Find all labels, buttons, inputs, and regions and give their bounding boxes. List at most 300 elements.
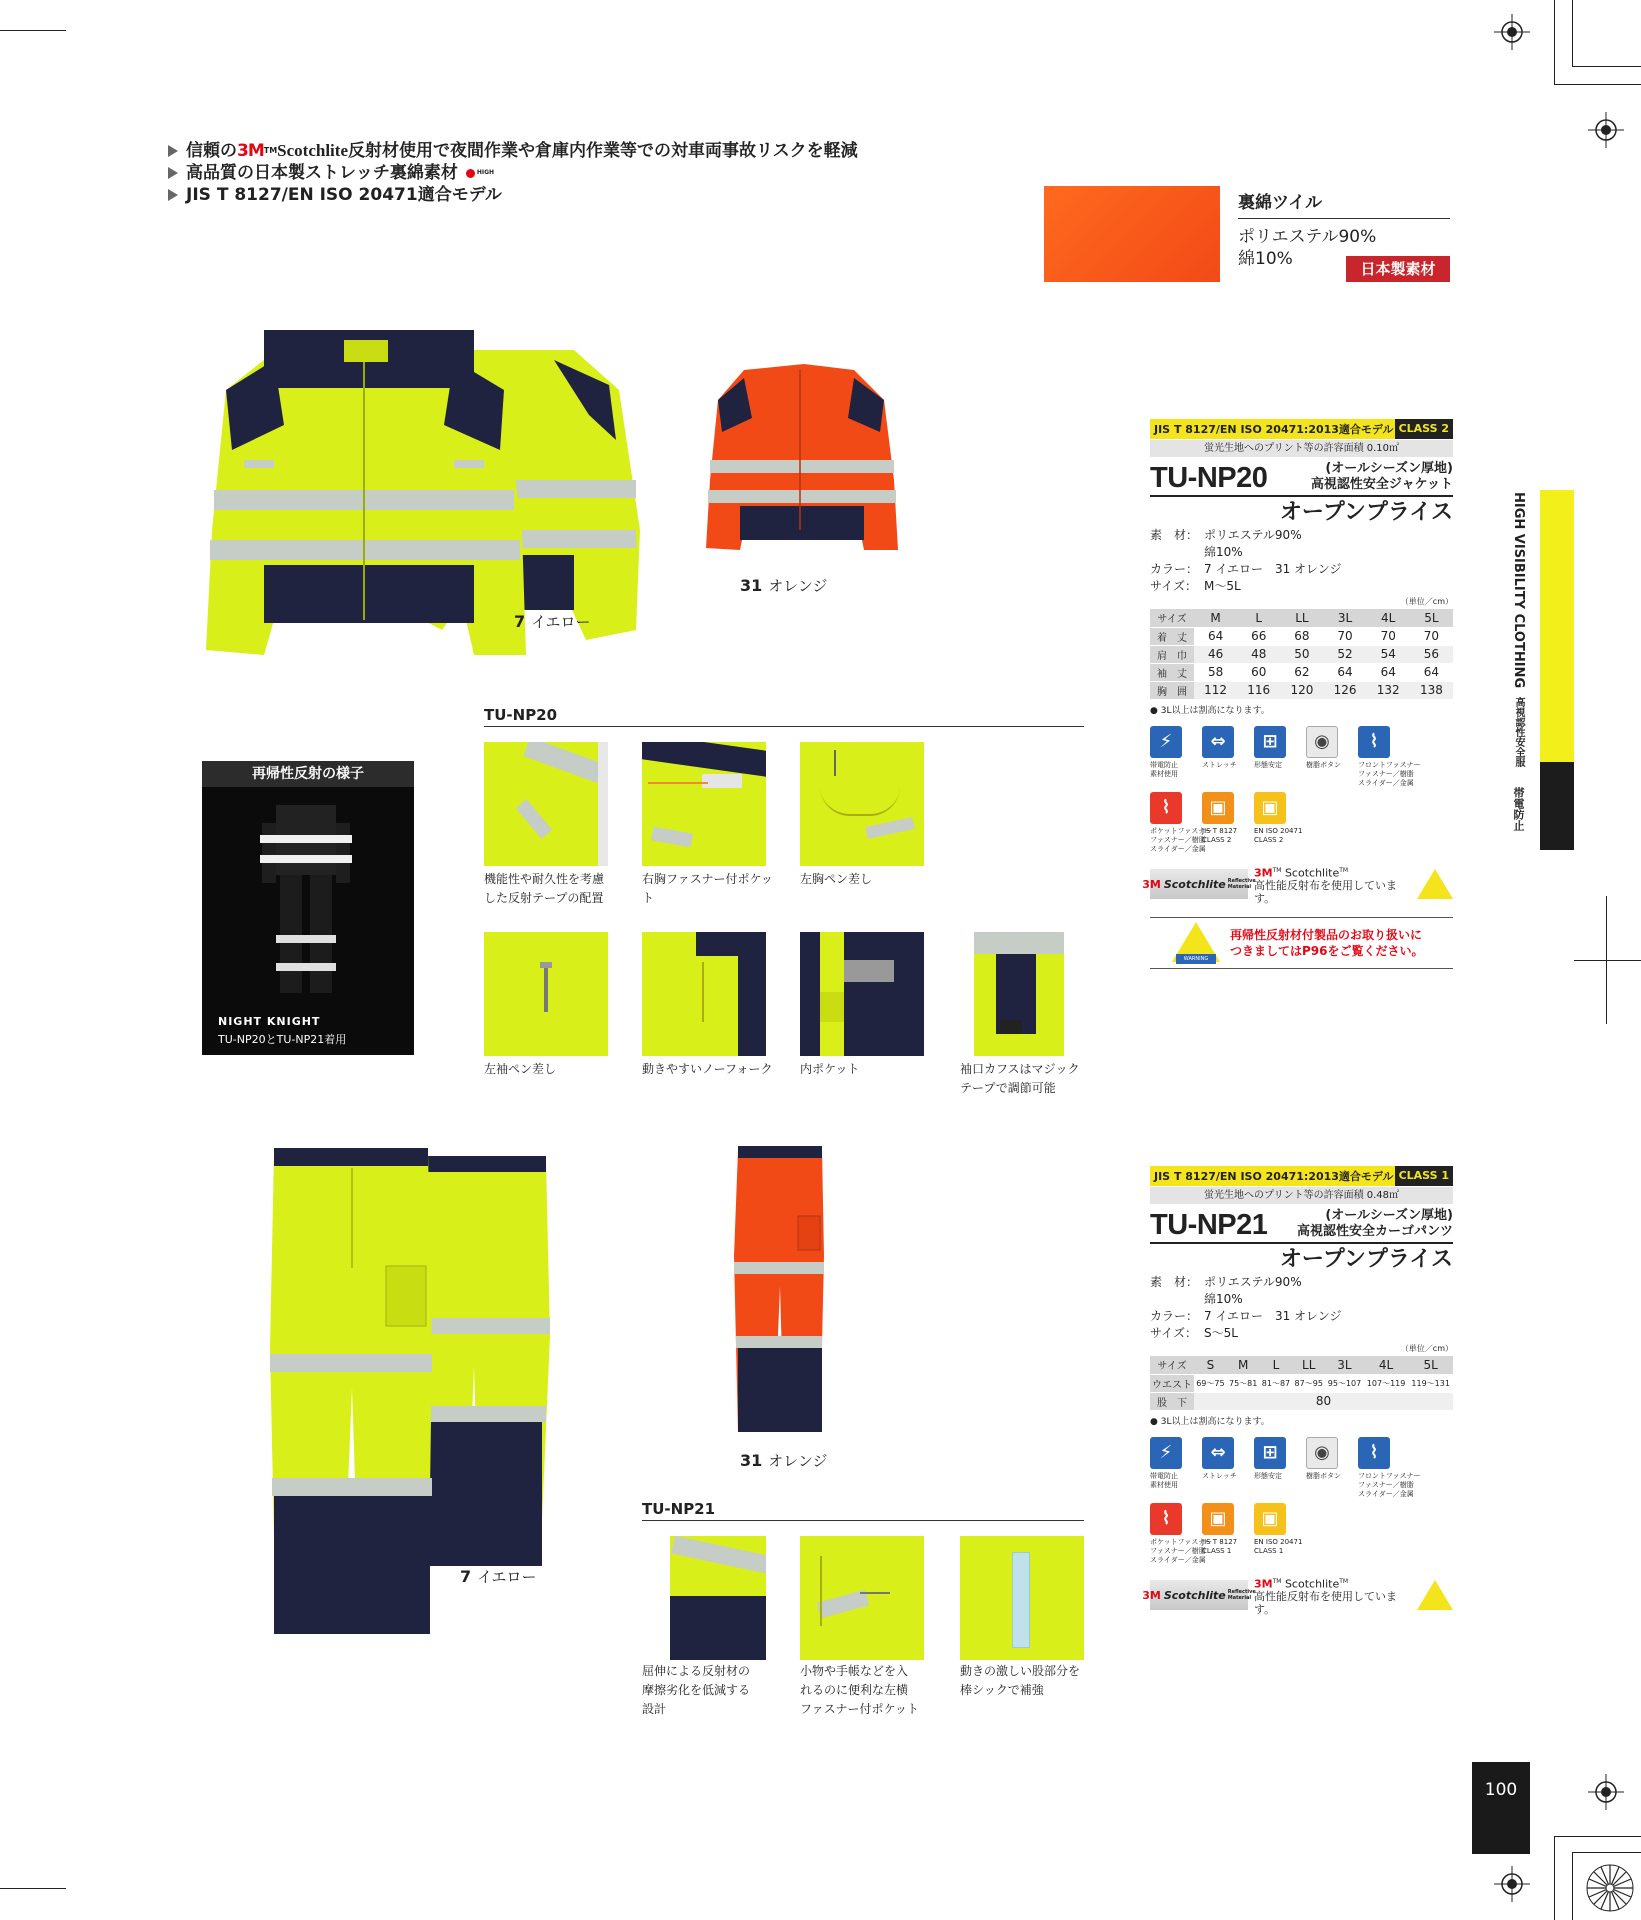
color-code: 7 — [460, 1567, 472, 1586]
table-cell: 119〜131 — [1408, 1374, 1453, 1392]
table-cell: 70 — [1323, 627, 1366, 645]
attr-value: 7 イエロー 31 オレンジ — [1204, 562, 1342, 576]
triangle-bullet-icon — [168, 167, 178, 179]
table-cell: 87〜95 — [1292, 1374, 1325, 1392]
detail-thumb-cuff — [960, 932, 1084, 1056]
icon-label: ストレッチ — [1202, 1471, 1237, 1480]
icon-label: 帯電防止 — [1150, 760, 1178, 769]
warning-icon — [1417, 869, 1453, 899]
scotchlite-note — [1254, 864, 1409, 906]
front-zipper-icon: ⌇ — [1358, 726, 1390, 758]
table-cell: 64 — [1367, 663, 1410, 681]
color-name: イエロー — [477, 1568, 537, 1586]
table-cell: M — [1194, 609, 1237, 627]
surcharge-note: ● 3L以上は割高になります。 — [1150, 1416, 1270, 1427]
table-cell: 56 — [1410, 645, 1453, 663]
table-cell: 80 — [1194, 1392, 1453, 1410]
detail-caption-line: 小物や手帳などを入 — [800, 1664, 909, 1678]
scotchlite-note-line: 高性能反射布を使用しています。 — [1254, 1590, 1397, 1617]
warning-icon — [1417, 1580, 1453, 1610]
detail-caption — [800, 1060, 940, 1079]
trademark-mark: TM — [1272, 866, 1282, 874]
attr-value: 綿10% — [1204, 545, 1243, 559]
spec-panel-tu-np21 — [1142, 1166, 1453, 1617]
table-cell: 4L — [1364, 1356, 1409, 1374]
trademark-mark: TM — [263, 146, 278, 155]
icon-label: ポケットファスナー — [1150, 826, 1213, 835]
antistatic-icon: ⚡ — [1150, 1437, 1182, 1469]
front-zipper-icon: ⌇ — [1358, 1437, 1390, 1469]
fabric-comp-cotton: 綿10% — [1238, 249, 1293, 269]
detail-thumb-crotch-gusset — [960, 1536, 1084, 1660]
brand-3m: 3M — [237, 141, 264, 161]
feature-icon — [1254, 726, 1304, 788]
feature-icon — [1150, 1437, 1200, 1499]
registration-mark-icon — [1494, 1866, 1530, 1902]
trademark-mark: TM — [1272, 1577, 1282, 1585]
table-row — [1150, 609, 1453, 627]
vest-jis-icon: ▣ — [1202, 792, 1234, 824]
bullet-text: JIS T 8127/EN ISO 20471適合モデル — [186, 185, 502, 205]
model-desc-line: 高視認性安全カーゴパンツ — [1296, 1224, 1453, 1239]
high-spec-dot-icon — [466, 169, 475, 178]
antistatic-icon: ⚡ — [1150, 726, 1182, 758]
shape-stable-icon: ⊞ — [1254, 726, 1286, 758]
vest-jis-icon: ▣ — [1202, 1503, 1234, 1535]
triangle-bullet-icon — [168, 189, 178, 201]
table-cell: サイズ — [1150, 1356, 1194, 1374]
table-cell: 58 — [1194, 663, 1237, 681]
color-code: 31 — [740, 576, 763, 595]
table-cell: LL — [1280, 609, 1323, 627]
surcharge-note: ● 3L以上は割高になります。 — [1150, 705, 1270, 716]
color-wheel-icon — [1586, 1864, 1634, 1912]
detail-thumb-side-pocket — [800, 1536, 924, 1660]
detail-caption-line: した反射テープの配置 — [484, 891, 604, 905]
detail-caption-line: 右胸ファスナー付ポケット — [642, 872, 773, 905]
table-cell: LL — [1292, 1356, 1325, 1374]
jacket-orange-label — [740, 575, 828, 596]
jacket-yellow-label — [514, 611, 591, 632]
icon-label: ファスナー／樹脂 — [1150, 835, 1206, 844]
detail-caption — [642, 1662, 782, 1719]
detail-thumb-pen-slot — [800, 742, 924, 866]
scotchlite-note — [1254, 1575, 1409, 1617]
bullet-text: 反射材使用で夜間作業や倉庫内作業等での対車両事故リスクを軽減 — [348, 141, 858, 161]
feature-icon — [1202, 726, 1252, 788]
feature-icons — [1150, 726, 1453, 858]
icon-label: ストレッチ — [1202, 760, 1237, 769]
table-cell: L — [1237, 609, 1280, 627]
crop-mark — [1572, 1852, 1641, 1853]
table-cell: 75〜81 — [1227, 1374, 1260, 1392]
table-cell: 3L — [1325, 1356, 1364, 1374]
icon-label: CLASS 2 — [1202, 835, 1232, 844]
vest-en-icon: ▣ — [1254, 1503, 1286, 1535]
icon-label: JIS T 8127 — [1202, 1537, 1238, 1546]
detail-caption-line: 左胸ペン差し — [800, 872, 873, 886]
color-code: 31 — [740, 1451, 763, 1470]
size-table — [1150, 1356, 1453, 1411]
table-cell: 64 — [1194, 627, 1237, 645]
table-cell: 62 — [1280, 663, 1323, 681]
crop-mark — [1574, 960, 1641, 961]
feature-icon — [1358, 1437, 1421, 1499]
scotchlite-row — [1142, 1575, 1453, 1617]
feature-icon — [1358, 726, 1421, 788]
color-name: オレンジ — [768, 577, 828, 595]
cert-bar — [1150, 419, 1453, 439]
detail-caption — [484, 870, 624, 908]
icon-label: 帯電防止 — [1150, 1471, 1178, 1480]
divider — [1238, 218, 1450, 219]
model-desc-line: 高視認性安全ジャケット — [1310, 477, 1453, 492]
feature-icon — [1254, 1437, 1304, 1499]
attr-value: S〜5L — [1204, 1326, 1238, 1340]
registration-mark-icon — [1588, 1774, 1624, 1810]
bullet-text: 信頼の — [186, 141, 237, 161]
table-cell: 袖 丈 — [1150, 663, 1194, 681]
model-desc-line: (オールシーズン厚地) — [1325, 1208, 1453, 1223]
table-cell: 64 — [1323, 663, 1366, 681]
feature-icon — [1150, 1503, 1213, 1565]
model-desc-line: (オールシーズン厚地) — [1325, 461, 1453, 476]
icon-label: CLASS 1 — [1254, 1546, 1284, 1555]
table-cell: 50 — [1280, 645, 1323, 663]
warning-text — [1230, 927, 1424, 959]
scotchlite-subtitle: Reflective Material — [1227, 1589, 1256, 1602]
scotchlite-wordmark: Scotchlite — [1163, 877, 1226, 891]
icon-label: 形態安定 — [1254, 1471, 1282, 1480]
attr-key: カラー： — [1150, 562, 1199, 576]
detail-thumb-inner-pocket — [800, 932, 924, 1056]
model-number: TU-NP20 — [1150, 462, 1268, 494]
icon-label: ファスナー／樹脂 — [1358, 1480, 1414, 1489]
brand-3m: 3M — [1142, 1588, 1161, 1602]
table-cell: ウエスト — [1150, 1374, 1194, 1392]
table-cell: 胸 囲 — [1150, 681, 1194, 699]
detail-thumb-reflective-tape — [484, 742, 608, 866]
night-figure-image — [256, 805, 356, 995]
brand-3m: 3M — [1254, 866, 1273, 880]
warning-line: つきましてはP96をご覧ください。 — [1230, 944, 1424, 959]
table-cell: 54 — [1367, 645, 1410, 663]
crop-mark — [1572, 0, 1573, 66]
detail-caption-line: 機能性や耐久性を考慮 — [484, 872, 605, 886]
scotchlite-subtitle: Reflective Material — [1227, 878, 1256, 891]
icon-label: スライダー／金属 — [1358, 778, 1414, 787]
feature-bullet — [168, 140, 858, 162]
color-name: イエロー — [531, 613, 591, 631]
color-code: 7 — [514, 612, 526, 631]
section-tab-jp: 高視認性安全服 — [1513, 696, 1524, 767]
detail-caption — [642, 1060, 782, 1079]
warning-icon — [1172, 922, 1220, 964]
icon-label: フロントファスナー — [1358, 1471, 1421, 1480]
detail-thumb-knee-reflector — [642, 1536, 766, 1660]
attr-key: サイズ： — [1150, 1326, 1198, 1340]
table-cell: L — [1260, 1356, 1293, 1374]
attr-value: 綿10% — [1204, 1292, 1243, 1306]
unit-note: （単位／cm） — [1400, 597, 1453, 606]
section-tab-black — [1540, 762, 1574, 850]
registration-mark-icon — [1588, 112, 1624, 148]
icon-label: 素材使用 — [1150, 769, 1178, 778]
pants-orange-image — [734, 1146, 828, 1436]
table-row — [1150, 1374, 1453, 1392]
stretch-icon: ⇔ — [1202, 1437, 1234, 1469]
scotchlite-note-line: 高性能反射布を使用しています。 — [1254, 879, 1397, 906]
icon-label: ファスナー／樹脂 — [1358, 769, 1414, 778]
table-cell: 股 下 — [1150, 1392, 1194, 1410]
divider — [484, 726, 1084, 727]
cert-text: JIS T 8127/EN ISO 20471:2013適合モデル — [1154, 423, 1394, 436]
warning-label: WARNING — [1176, 954, 1216, 964]
np20-details-heading: TU-NP20 — [484, 706, 558, 724]
scotchlite-logo — [1142, 869, 1256, 899]
icon-label: 樹脂ボタン — [1306, 760, 1341, 769]
page-number: 100 — [1472, 1762, 1530, 1854]
attr-value: ポリエステル90% — [1204, 1275, 1302, 1289]
fabric-swatch — [1044, 186, 1220, 282]
np21-details-heading: TU-NP21 — [642, 1500, 716, 1518]
crop-mark — [1572, 1852, 1573, 1920]
pants-orange-label — [740, 1450, 828, 1471]
table-cell: 5L — [1408, 1356, 1453, 1374]
feature-icon — [1306, 726, 1356, 788]
print-area-note: 蛍光生地へのプリント等の許容面積 0.10㎡ — [1150, 440, 1453, 457]
detail-caption-line: 設計 — [642, 1702, 667, 1716]
table-row — [1150, 1356, 1453, 1374]
icon-label: 樹脂ボタン — [1306, 1471, 1341, 1480]
detail-caption-line: れるのに便利な左横 — [800, 1683, 909, 1697]
icon-label: CLASS 2 — [1254, 835, 1284, 844]
high-spec-badge: HIGH — [476, 169, 495, 176]
table-row — [1150, 1392, 1453, 1410]
resin-button-icon: ◉ — [1306, 1437, 1338, 1469]
model-description — [1311, 461, 1453, 493]
table-cell: サイズ — [1150, 609, 1194, 627]
attr-key: サイズ： — [1150, 579, 1198, 593]
retroreflection-photo — [202, 761, 414, 1055]
table-cell: 52 — [1323, 645, 1366, 663]
attr-key: カラー： — [1150, 1309, 1199, 1323]
feature-icon — [1254, 1503, 1304, 1565]
feature-bullet — [168, 162, 858, 184]
detail-caption — [960, 1060, 1100, 1098]
attr-value: ポリエステル90% — [1204, 528, 1302, 542]
detail-caption-line: 摩擦劣化を低減する — [642, 1683, 751, 1697]
table-cell: 70 — [1410, 627, 1453, 645]
icon-label: スライダー／金属 — [1150, 844, 1206, 853]
detail-caption — [800, 870, 940, 889]
table-cell: 48 — [1237, 645, 1280, 663]
crop-mark — [0, 30, 66, 31]
feature-icon — [1254, 792, 1304, 854]
table-cell: 64 — [1410, 663, 1453, 681]
pants-yellow-label — [460, 1566, 537, 1587]
brand-3m: 3M — [1254, 1577, 1273, 1591]
table-cell: 5L — [1410, 609, 1453, 627]
crop-mark — [0, 1888, 66, 1889]
scotchlite-row — [1142, 864, 1453, 906]
attr-value: 7 イエロー 31 オレンジ — [1204, 1309, 1342, 1323]
fabric-comp-polyester: ポリエステル90% — [1238, 227, 1377, 247]
vest-en-icon: ▣ — [1254, 792, 1286, 824]
cert-text: JIS T 8127/EN ISO 20471:2013適合モデル — [1154, 1170, 1394, 1183]
detail-caption — [960, 1662, 1100, 1700]
table-cell: M — [1227, 1356, 1260, 1374]
table-row — [1150, 627, 1453, 645]
detail-caption-line: 動きやすいノーフォーク — [642, 1062, 773, 1076]
feature-icon — [1150, 792, 1213, 854]
feature-bullets — [168, 140, 858, 206]
trademark-mark: TM — [1339, 1577, 1349, 1585]
color-name: オレンジ — [768, 1452, 828, 1470]
class-badge: CLASS 2 — [1395, 419, 1453, 439]
crop-mark — [1554, 1836, 1641, 1837]
pocket-zipper-icon: ⌇ — [1150, 1503, 1182, 1535]
unit-note: （単位／cm） — [1400, 1344, 1453, 1353]
feature-icon — [1150, 726, 1200, 788]
table-cell: 66 — [1237, 627, 1280, 645]
table-row — [1150, 663, 1453, 681]
icon-label: フロントファスナー — [1358, 760, 1421, 769]
detail-caption — [642, 870, 782, 908]
model-row — [1150, 461, 1453, 493]
table-cell: 3L — [1323, 609, 1366, 627]
night-knight-logo: NIGHT KNIGHT — [218, 1015, 321, 1028]
detail-caption-line: 棒シックで補強 — [960, 1683, 1044, 1697]
icon-label: スライダー／金属 — [1150, 1555, 1206, 1564]
section-tab-jp: 帯電防止 — [1512, 787, 1525, 832]
table-cell: 4L — [1367, 609, 1410, 627]
icon-label: ファスナー／樹脂 — [1150, 1546, 1206, 1555]
detail-thumb-sleeve-pen — [484, 932, 608, 1056]
table-cell: 68 — [1280, 627, 1323, 645]
spec-panel-tu-np20 — [1142, 419, 1453, 969]
feature-icon — [1202, 792, 1252, 854]
detail-caption-line: ファスナー付ポケット — [800, 1702, 919, 1716]
model-number: TU-NP21 — [1150, 1209, 1268, 1241]
feature-icon — [1202, 1503, 1252, 1565]
feature-icons — [1150, 1437, 1453, 1569]
table-cell: 116 — [1237, 681, 1280, 699]
table-cell: 112 — [1194, 681, 1237, 699]
feature-icon — [1202, 1437, 1252, 1499]
warning-line: 再帰性反射材付製品のお取り扱いに — [1230, 928, 1423, 943]
icon-label: EN ISO 20471 — [1254, 1537, 1303, 1546]
retroreflection-caption: TU-NP20とTU-NP21着用 — [218, 1033, 347, 1046]
size-table — [1150, 609, 1453, 700]
table-cell: 70 — [1367, 627, 1410, 645]
divider — [642, 1520, 1084, 1521]
detail-thumb-norfolk — [642, 932, 766, 1056]
feature-bullet — [168, 184, 858, 206]
table-cell: 81〜87 — [1260, 1374, 1293, 1392]
brand-3m: 3M — [1142, 877, 1161, 891]
bullet-text: 高品質の日本製ストレッチ裏綿素材 — [186, 163, 458, 183]
crop-mark — [1554, 84, 1641, 85]
detail-caption-line: 動きの激しい股部分を — [960, 1664, 1081, 1678]
price: オープンプライス — [1279, 1247, 1453, 1272]
price: オープンプライス — [1279, 500, 1453, 525]
crop-mark — [1554, 1836, 1555, 1920]
retroreflection-title: 再帰性反射の様子 — [202, 761, 414, 787]
class-badge: CLASS 1 — [1395, 1166, 1453, 1186]
icon-label: EN ISO 20471 — [1254, 826, 1303, 835]
divider — [1150, 495, 1453, 497]
table-cell: 60 — [1237, 663, 1280, 681]
model-row — [1150, 1208, 1453, 1240]
print-area-note: 蛍光生地へのプリント等の許容面積 0.48㎡ — [1150, 1187, 1453, 1204]
cert-bar — [1150, 1166, 1453, 1186]
attr-key: 素 材： — [1150, 1275, 1199, 1289]
section-tab-yellow — [1540, 490, 1574, 762]
attributes — [1150, 527, 1453, 595]
table-row — [1150, 681, 1453, 699]
resin-button-icon: ◉ — [1306, 726, 1338, 758]
warning-box — [1150, 917, 1453, 969]
detail-caption-line: 内ポケット — [800, 1062, 860, 1076]
model-description — [1297, 1208, 1453, 1240]
table-cell: 肩 巾 — [1150, 645, 1194, 663]
table-cell: 107〜119 — [1364, 1374, 1409, 1392]
table-cell: 132 — [1367, 681, 1410, 699]
attr-value: M〜5L — [1204, 579, 1241, 593]
scotchlite-name: Scotchlite — [1284, 866, 1340, 880]
table-row — [1150, 645, 1453, 663]
icon-label: JIS T 8127 — [1202, 826, 1238, 835]
table-cell: 138 — [1410, 681, 1453, 699]
detail-caption-line: テープで調節可能 — [960, 1081, 1056, 1095]
brand-scotchlite: Scotchlite — [277, 141, 348, 160]
section-tab-label — [1496, 492, 1526, 832]
triangle-bullet-icon — [168, 145, 178, 157]
table-cell: 着 丈 — [1150, 627, 1194, 645]
attributes — [1150, 1274, 1453, 1342]
table-cell: 120 — [1280, 681, 1323, 699]
detail-caption-line: 袖口カフスはマジック — [960, 1062, 1080, 1076]
icon-label: 素材使用 — [1150, 1480, 1178, 1489]
crop-mark — [1554, 0, 1555, 84]
scotchlite-logo — [1142, 1580, 1256, 1610]
trademark-mark: TM — [1339, 866, 1349, 874]
divider — [1150, 1242, 1453, 1244]
feature-icon — [1306, 1437, 1356, 1499]
section-tab-en: HIGH VISIBILITY CLOTHING — [1511, 492, 1526, 689]
table-cell: 126 — [1323, 681, 1366, 699]
scotchlite-name: Scotchlite — [1284, 1577, 1340, 1591]
table-cell: 95〜107 — [1325, 1374, 1364, 1392]
registration-mark-icon — [1494, 14, 1530, 50]
detail-caption — [484, 1060, 624, 1079]
table-cell: 46 — [1194, 645, 1237, 663]
table-cell: S — [1194, 1356, 1227, 1374]
icon-label: ポケットファスナー — [1150, 1537, 1213, 1546]
detail-thumb-zip-pocket — [642, 742, 766, 866]
icon-label: 形態安定 — [1254, 760, 1282, 769]
stretch-icon: ⇔ — [1202, 726, 1234, 758]
icon-label: CLASS 1 — [1202, 1546, 1232, 1555]
scotchlite-wordmark: Scotchlite — [1163, 1588, 1226, 1602]
made-in-japan-badge: 日本製素材 — [1346, 256, 1450, 282]
detail-caption — [800, 1662, 940, 1719]
crop-mark — [1572, 66, 1641, 67]
icon-label: スライダー／金属 — [1358, 1489, 1414, 1498]
detail-caption-line: 左袖ペン差し — [484, 1062, 557, 1076]
jacket-orange-image — [704, 360, 900, 560]
